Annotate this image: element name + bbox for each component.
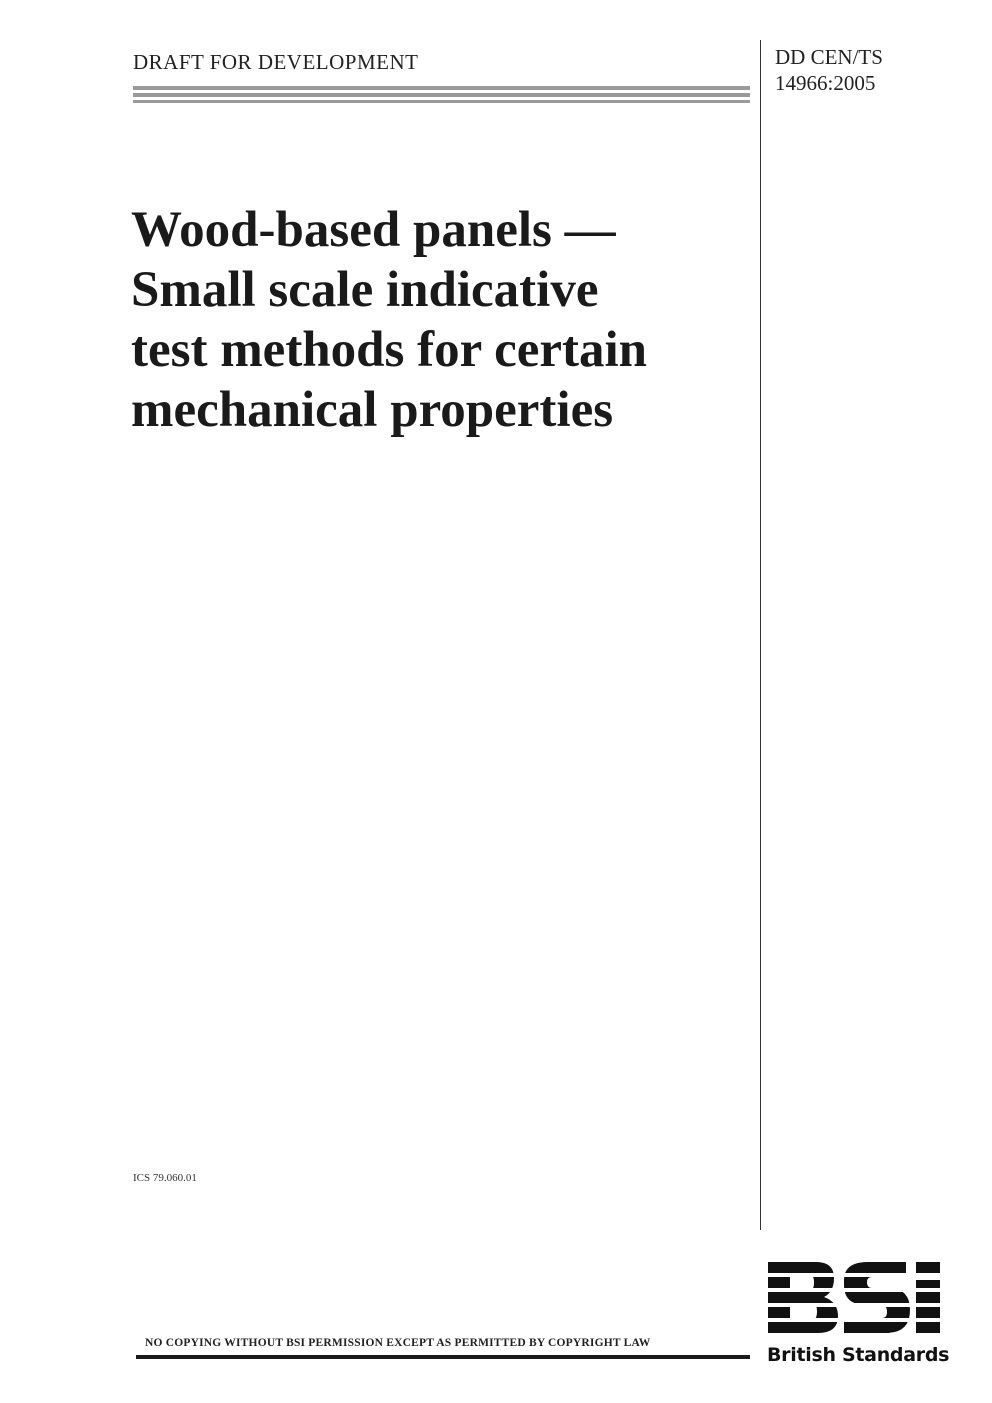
document-number-line2: 14966:2005	[775, 71, 876, 95]
title-line: test methods for certain	[131, 322, 648, 378]
title-line: mechanical properties	[131, 382, 614, 438]
title-line: Wood-based panels —	[131, 202, 616, 258]
document-number-line1: DD CEN/TS	[775, 45, 883, 69]
document-title	[131, 200, 771, 440]
bsi-logo-mark	[764, 1258, 948, 1342]
title-line: Small scale indicative	[131, 262, 599, 318]
header-rule	[133, 86, 750, 90]
draft-label: DRAFT FOR DEVELOPMENT	[133, 50, 419, 74]
footer-rule	[136, 1355, 750, 1359]
document-number	[775, 44, 883, 96]
copyright-notice: NO COPYING WITHOUT BSI PERMISSION EXCEPT AS PERMITTED BY COPYRIGHT LAW	[145, 1337, 651, 1349]
ics-code: ICS 79.060.01	[133, 1172, 197, 1184]
header-rule	[133, 93, 750, 97]
bsi-logo-caption: British Standards	[767, 1344, 950, 1366]
header-rule	[133, 100, 750, 103]
